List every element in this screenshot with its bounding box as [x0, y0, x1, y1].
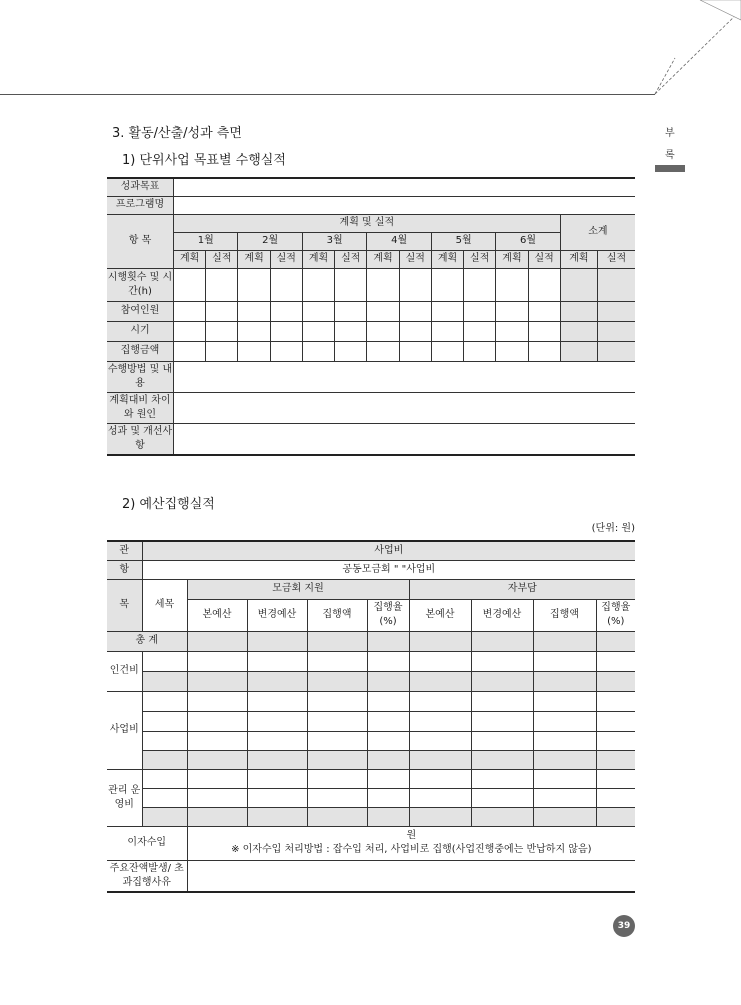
table-row [107, 321, 635, 341]
row-label: 참여인원 [107, 301, 173, 321]
row-label: 시기 [107, 321, 173, 341]
gwan-label: 관 [107, 541, 142, 560]
side-tab-bar [655, 165, 685, 172]
table-row [107, 711, 635, 731]
actual-header: 실적 [598, 250, 635, 268]
month-header: 3월 [302, 232, 366, 250]
actual-header: 실적 [335, 250, 367, 268]
plan-header: 계획 [173, 250, 205, 268]
goal-label: 성과목표 [107, 178, 173, 196]
table-row [107, 423, 635, 455]
plan-header: 계획 [302, 250, 334, 268]
mok-label: 목 [107, 579, 142, 631]
actual-header: 실적 [399, 250, 431, 268]
col-header: 본예산 [187, 599, 247, 631]
page-corner-fold [0, 0, 741, 100]
subsection-title-2: 2) 예산집행실적 [122, 497, 215, 512]
col-header: 변경예산 [471, 599, 533, 631]
month-header: 5월 [431, 232, 495, 250]
table-row [107, 807, 635, 826]
table-row [107, 788, 635, 807]
row-label: 성과 및 개선사항 [107, 423, 173, 455]
self-burden-header: 자부담 [409, 579, 635, 599]
unit-label: (단위: 원) [591, 523, 635, 534]
table-row [107, 769, 635, 788]
table-row [107, 671, 635, 691]
hang-value: 공동모금회 " "사업비 [142, 560, 635, 579]
item-header: 항 목 [107, 214, 173, 268]
table-row [107, 301, 635, 321]
interest-row [107, 826, 635, 860]
subtotal-header: 소계 [560, 214, 635, 250]
row-label: 수행방법 및 내용 [107, 361, 173, 392]
table-row [107, 750, 635, 769]
program-value [173, 196, 635, 214]
col-header: 집행율 (%) [367, 599, 409, 631]
table-row [107, 268, 635, 301]
program-label: 프로그램명 [107, 196, 173, 214]
interest-won: 원 [406, 830, 417, 841]
table-row [107, 392, 635, 423]
semok-label: 세목 [142, 579, 187, 631]
table-row [107, 691, 635, 711]
total-label: 총 계 [107, 631, 187, 651]
col-header: 집행액 [307, 599, 367, 631]
col-header: 변경예산 [247, 599, 307, 631]
table-row [107, 651, 635, 671]
gwan-value: 사업비 [142, 541, 635, 560]
plan-header: 계획 [367, 250, 399, 268]
actual-header: 실적 [464, 250, 496, 268]
hang-label: 항 [107, 560, 142, 579]
plan-header: 계획 [431, 250, 463, 268]
month-header: 2월 [238, 232, 302, 250]
interest-note: ※ 이자수입 처리방법 : 잡수입 처리, 사업비로 집행(사업진행중에는 반납하지 않음) [231, 844, 592, 855]
interest-label: 이자수입 [107, 826, 187, 860]
section-title: 3. 활동/산출/성과 측면 [112, 126, 242, 141]
actual-header: 실적 [270, 250, 302, 268]
side-tab-char: 부 [665, 128, 675, 139]
plan-header: 계획 [238, 250, 270, 268]
goal-value [173, 178, 635, 196]
budget-table [107, 540, 635, 893]
page-number-badge: 39 [613, 915, 635, 937]
actual-header: 실적 [206, 250, 238, 268]
fund-support-header: 모금회 지원 [187, 579, 409, 599]
col-header: 본예산 [409, 599, 471, 631]
col-header: 집행액 [533, 599, 596, 631]
month-header: 1월 [173, 232, 237, 250]
table-row [107, 361, 635, 392]
plan-header: 계획 [560, 250, 597, 268]
interest-cell [187, 826, 635, 860]
table-row [107, 341, 635, 361]
month-header: 6월 [496, 232, 560, 250]
plan-actual-header: 계획 및 실적 [173, 214, 560, 232]
personnel-label: 인건비 [107, 651, 142, 691]
project-label: 사업비 [107, 691, 142, 769]
col-header: 집행율 (%) [596, 599, 635, 631]
admin-label: 관리 운영비 [107, 769, 142, 826]
total-row [107, 631, 635, 651]
actual-header: 실적 [528, 250, 560, 268]
reason-row [107, 860, 635, 892]
performance-table [107, 177, 635, 456]
month-header: 4월 [367, 232, 431, 250]
row-label: 집행금액 [107, 341, 173, 361]
table-row [107, 731, 635, 750]
row-label: 계획대비 차이와 원인 [107, 392, 173, 423]
side-tab-char: 록 [665, 150, 675, 161]
reason-label: 주요잔액발생/ 초과집행사유 [107, 860, 187, 892]
row-label: 시행횟수 및 시간(h) [107, 268, 173, 301]
subsection-title-1: 1) 단위사업 목표별 수행실적 [122, 153, 286, 168]
plan-header: 계획 [496, 250, 528, 268]
